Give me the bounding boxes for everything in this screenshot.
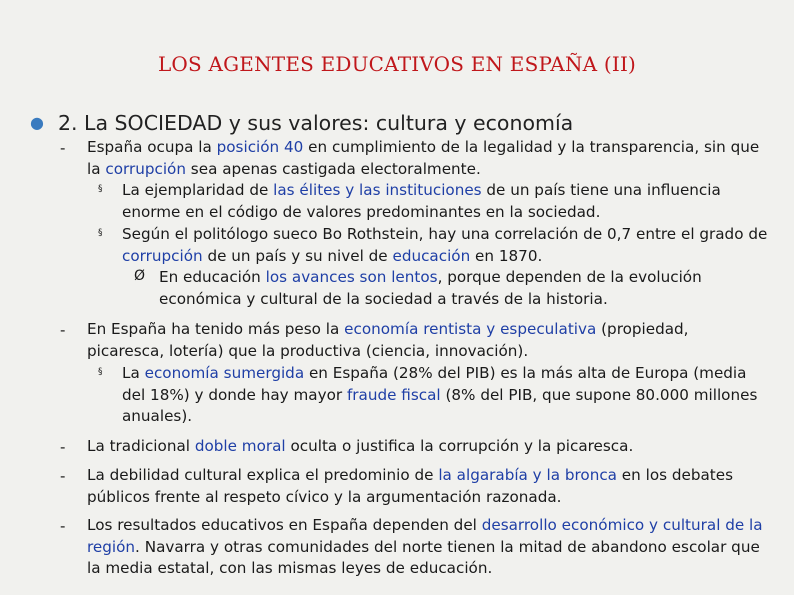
bullet-dot-icon: ● — [30, 113, 44, 132]
highlight: economía sumergida — [144, 364, 305, 382]
highlight: corrupción — [105, 159, 186, 178]
sub-item-1-2: Según el politólogo sueco Bo Rothstein, hay una correlación de 0,7 entre el grado de corrupción de un país y su nivel de educación en 1870. — [122, 225, 768, 265]
highlight: la algarabía y la bronca — [438, 466, 617, 484]
list-item-2: En España ha tenido más peso la economía rentista y especulativa (propiedad, picaresca, lotería) que la productiva (ciencia, innovación). — [87, 320, 689, 360]
highlight: educación — [392, 246, 471, 265]
highlight: las élites y las instituciones — [273, 181, 482, 199]
dash-marker: - — [60, 467, 66, 485]
square-bullet-icon: § — [98, 228, 103, 238]
sub-sub-item-1: En educación los avances son lentos, porque dependen de la evolución económica y cultural de la sociedad a través de la historia. — [159, 268, 702, 308]
square-bullet-icon: § — [98, 367, 103, 377]
dash-marker: - — [60, 517, 66, 535]
highlight: fraude fiscal — [346, 385, 441, 404]
slide-title: LOS AGENTES EDUCATIVOS EN ESPAÑA (II) — [157, 52, 637, 76]
highlight: doble moral — [194, 437, 286, 455]
dash-marker: - — [60, 139, 66, 157]
sub-item-2-1: La economía sumergida en España (28% del PIB) es la más alta de Europa (media del 18%) y donde hay mayor fraude fiscal (8% del PIB, que supone 80.000 millones anuales). — [122, 364, 758, 425]
dash-marker: - — [60, 438, 66, 456]
list-item-4: La debilidad cultural explica el predominio de la algarabía y la bronca en los debates públicos frente al respeto cívico y la argumentación razonada. — [87, 466, 734, 506]
square-bullet-icon: § — [98, 184, 103, 194]
dash-marker: - — [60, 321, 66, 339]
list-item-3: La tradicional doble moral oculta o justifica la corrupción y la picaresca. — [87, 437, 634, 455]
sub-item-1-1: La ejemplaridad de las élites y las instituciones de un país tiene una influencia enorme en el código de valores predominantes en la sociedad. — [122, 181, 721, 221]
highlight: posición 40 — [216, 138, 304, 156]
highlight: desarrollo económico y cultural de la región — [87, 516, 763, 556]
list-item-1: España ocupa la posición 40 en cumplimiento de la legalidad y la transparencia, sin que la corrupción sea apenas castigada electoralmente. — [87, 138, 760, 178]
list-item-5: Los resultados educativos en España dependen del desarrollo económico y cultural de la región. Navarra y otras comunidades del norte tienen la mitad de abandono escolar que la media estatal, con las mismas leyes de educación. — [87, 516, 763, 577]
highlight: corrupción — [122, 246, 203, 265]
highlight: economía rentista y especulativa — [344, 320, 597, 338]
main-bullet — [30, 111, 573, 135]
arrow-bullet-icon: Ø — [134, 268, 146, 284]
highlight: los avances son lentos — [265, 268, 438, 286]
main-bullet-text: 2. La SOCIEDAD y sus valores: cultura y economía — [57, 111, 574, 135]
